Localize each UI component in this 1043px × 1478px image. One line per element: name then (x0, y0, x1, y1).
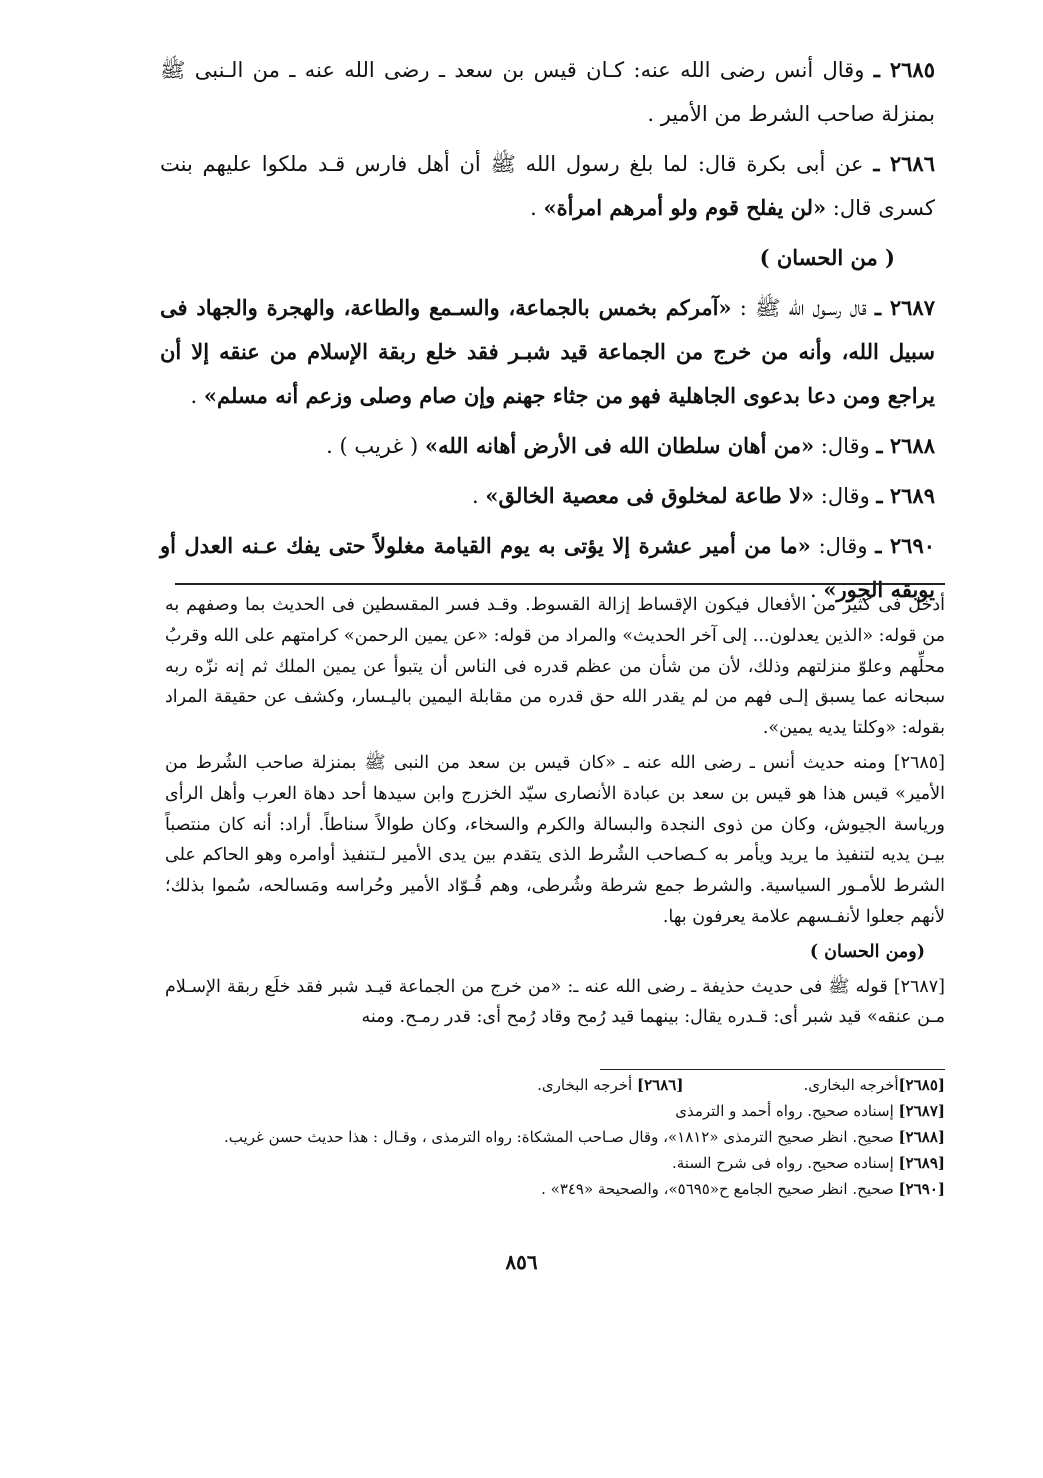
footnote-text: أخرجه البخارى. (537, 1076, 633, 1094)
footnote-row (165, 1072, 945, 1098)
hadith-intro: وقال أنس رضى الله عنه: كـان قيس بن سعد ـ رضى الله عنه ـ من الـنبى ﷺ بمنزلة صاحب الشرط من الأمير (160, 58, 935, 126)
hadith-tail: ( غريب ) . (326, 434, 419, 458)
commentary-paragraph: [٢٦٨٥] ومنه حديث أنس ـ رضى الله عنه ـ «كان قيس بن سعد من النبى ﷺ بمنزلة صاحب الشُرط من الأمير» قيس هذا هو قيس بن سعد بن عبادة الأنصارى سيّد الخزرج وابن سيدها أحد دهاة العرب وأهل الرأى ورياسة الجيوش، وكان من ذوى النجدة والبسالة والكرم والسخاء، وكان طوالاً سناطاً. أراد: أنه كان منتصباً بيـن يديه لتنفيذ ما يريد ويأمر به كـصاحب الشُرط الذى يتقدم بين يدى الأمير لـتنفيذ أوامره وهو الحاكم على الشرط للأمـور السياسية. والشرط جمع شرطة وشُرطى، وهم قُـوّاد الأمير وحُراسه ومَسالحه، سُموا بذلك؛ لأنهم جعلوا لأنفـسهم علامة يعرفون بها. (165, 752, 945, 927)
footnotes (165, 1072, 945, 1202)
footnote-text: صحيح. انظر صحيح الجامع ح«٥٦٩٥»، والصحيحة «٣٤٩» . (541, 1180, 894, 1198)
hadith-matn: «من أهان سلطان الله فى الأرض أهانه الله» (424, 433, 815, 458)
footnote-2690 (165, 1176, 945, 1202)
hadith-intro: وقال: (820, 484, 870, 508)
footnote-ref: [٢٦٨٦] (637, 1076, 684, 1094)
footnote-ref: [٢٦٨٥] (898, 1076, 945, 1094)
hadith-intro: وقال: (818, 534, 868, 558)
hadith-intro: قال رسـول الله ﷺ : (739, 296, 867, 320)
footnote-ref: [٢٦٨٨] (898, 1128, 945, 1146)
footnote-2685 (803, 1072, 945, 1098)
footnote-2688 (165, 1124, 945, 1150)
hadith-2687 (160, 286, 935, 418)
hadith-matn: «لا طاعة لمخلوق فى معصية الخالق» (485, 483, 815, 508)
footnote-2686 (537, 1072, 683, 1098)
hadith-tail: . (472, 484, 479, 508)
hadith-matn: «لن يفلح قوم ولو أمرهم امرأة» (543, 195, 827, 220)
hadith-matn: «آمركم بخمس بالجماعة، والسـمع والطاعة، والهجرة والجهاد فى سبيل الله، وأنه من خرج من الجماعة قيد شبـر فقد خلع ربقة الإسلام من عنقه إلا أن يراجع ومن دعا بدعوى الجاهلية فهو من جثاء جهنم وإن صام وصلى وزعم أنه مسلم» (160, 295, 935, 408)
footnote-text: إسناده صحيح. رواه أحمد و الترمذى (675, 1102, 894, 1120)
hadith-number: ٢٦٨٨ ـ (876, 433, 935, 458)
hadith-2688 (160, 424, 935, 468)
hadith-number: ٢٦٨٦ ـ (873, 151, 935, 176)
footnote-text: صحيح. انظر صحيح الترمذى «١٨١٢»، وقال صـاحب المشكاة: رواه الترمذى ، وقـال : هذا حديث حسن غريب. (224, 1128, 894, 1146)
footnote-ref: [٢٦٨٧] (898, 1102, 945, 1120)
hadith-number: ٢٦٨٧ ـ (874, 295, 935, 320)
hadith-number: ٢٦٨٥ ـ (873, 57, 935, 82)
hadith-intro: وقال: (820, 434, 870, 458)
hadith-number: ٢٦٩٠ ـ (875, 533, 936, 558)
footnote-text: إسناده صحيح. رواه فى شرح السنة. (671, 1154, 894, 1172)
hadith-number: ٢٦٨٩ ـ (876, 483, 935, 508)
hadith-tail: . (647, 102, 655, 126)
footnote-2689 (165, 1150, 945, 1176)
hadith-2685 (160, 48, 935, 136)
section-divider (175, 583, 945, 585)
page-number: ٨٥٦ (505, 1250, 538, 1274)
main-text (160, 48, 935, 618)
footnote-text: أخرجه البخارى. (803, 1076, 899, 1094)
hadith-2689 (160, 474, 935, 518)
commentary-section (165, 590, 945, 1037)
hadith-matn: «ما من أمير عشرة إلا يؤتى به يوم القيامة مغلولاً حتى يفك عـنه العدل أو يوبقه الجور» (160, 533, 935, 602)
footnote-2687 (165, 1098, 945, 1124)
commentary-paragraph: [٢٦٨٧] قوله ﷺ فى حديث حذيفة ـ رضى الله عنه ـ: «من خرج من الجماعة قيـد شبر فقد خلَع ربقة الإسـلام مـن عنقه» قيد شبر أى: قـدره يقال: بينهما قيد رُمح وقاد رُمح أى: قدر رمـح. ومنه (165, 976, 945, 1028)
footnote-ref: [٢٦٩٠] (898, 1180, 945, 1198)
hadith-intro: عن أبى بكرة قال: لما بلغ رسول الله ﷺ أن أهل فارس قـد ملكوا عليهم بنت كسرى قال: (160, 152, 935, 220)
commentary-subheading: (ومن الحسان ) (809, 941, 925, 962)
hadith-tail: . (809, 578, 817, 602)
hadith-tail: . (530, 196, 537, 220)
hadith-2686 (160, 142, 935, 230)
footnote-ref: [٢٦٨٩] (898, 1154, 945, 1172)
footnote-divider (600, 1069, 945, 1070)
commentary-paragraph: أدخل فى كثير من الأفعال فيكون الإقساط إزالة القسوط. وقـد فسر المقسطين فى الحديث بما وصفهم به من قوله: «الذين يعدلون... إلى آخر الحديث» والمراد من قوله: «عن يمين الرحمن» كرامتهم على الله وقربُ محلِّهم وعلوّ منزلتهم وذلك، لأن من شأن من عظم قدره فى الناس أن يتبوأ عن يمين الملك ثم إنه نزّه ربه سبحانه عما يسبق إلـى فهم من لم يقدر الله حق قدره من مقابلة اليمين باليـسار، وكشف عن حقيقة المراد بقوله: «وكلتا يديه يمين». (165, 595, 945, 739)
section-heading-hasan: ( من الحسان ) (759, 245, 895, 270)
hadith-tail: . (190, 384, 198, 408)
